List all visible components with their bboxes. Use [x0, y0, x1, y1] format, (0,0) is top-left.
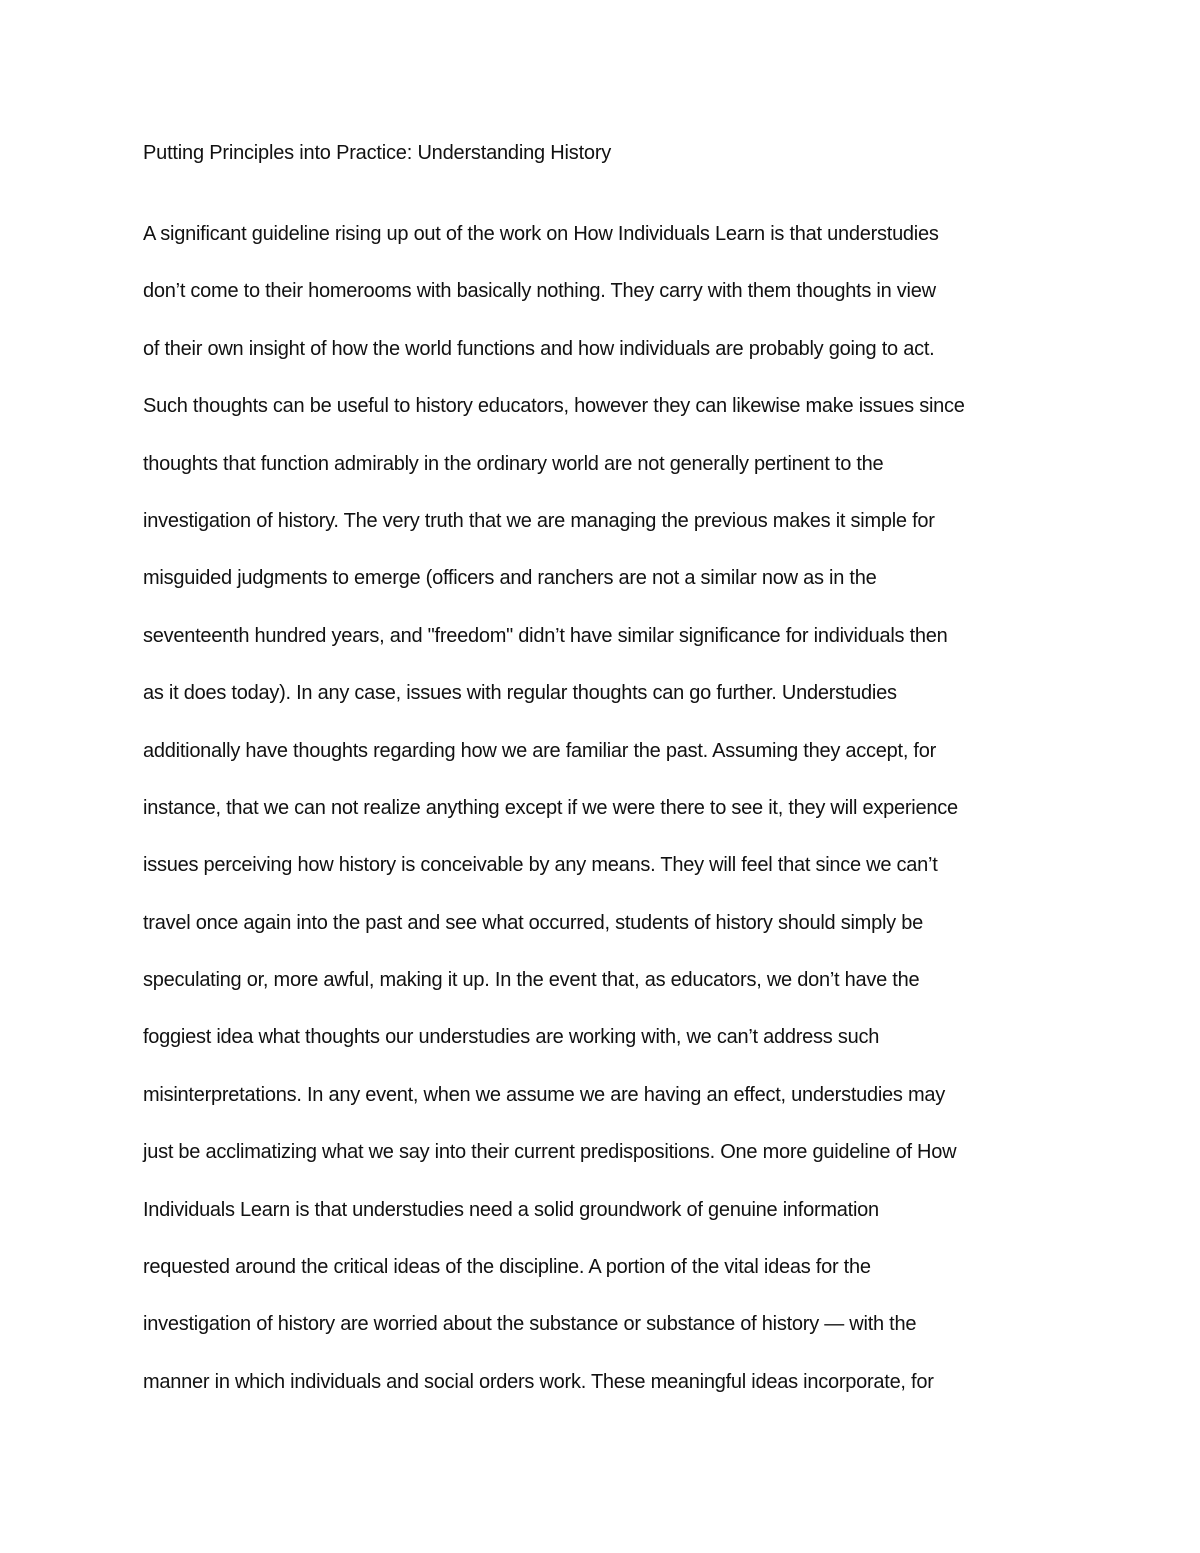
body-line: issues perceiving how history is conceivable by any means. They will feel that since we can’t — [143, 854, 938, 877]
body-line: just be acclimatizing what we say into their current predispositions. One more guideline of How — [143, 1141, 957, 1164]
body-line: misinterpretations. In any event, when we assume we are having an effect, understudies may — [143, 1083, 946, 1106]
body-line: manner in which individuals and social orders work. These meaningful ideas incorporate, for — [143, 1370, 934, 1393]
body-line: misguided judgments to emerge (officers and ranchers are not a similar now as in the — [143, 567, 877, 590]
body-line: requested around the critical ideas of the discipline. A portion of the vital ideas for the — [143, 1256, 871, 1279]
body-line: seventeenth hundred years, and "freedom" didn’t have similar significance for individuals then — [143, 624, 948, 647]
document-body — [143, 219, 1063, 1424]
body-line: don’t come to their homerooms with basically nothing. They carry with them thoughts in view — [143, 280, 936, 303]
body-line: speculating or, more awful, making it up. In the event that, as educators, we don’t have the — [143, 969, 920, 992]
body-line: of their own insight of how the world functions and how individuals are probably going to act. — [143, 337, 935, 360]
body-line: travel once again into the past and see what occurred, students of history should simply be — [143, 911, 923, 934]
body-line: investigation of history. The very truth that we are managing the previous makes it simple for — [143, 509, 935, 532]
body-line: foggiest idea what thoughts our understudies are working with, we can’t address such — [143, 1026, 880, 1049]
body-line: additionally have thoughts regarding how we are familiar the past. Assuming they accept, for — [143, 739, 937, 762]
body-line: as it does today). In any case, issues with regular thoughts can go further. Understudies — [143, 682, 897, 705]
body-line: Individuals Learn is that understudies need a solid groundwork of genuine information — [143, 1198, 879, 1221]
body-line: thoughts that function admirably in the ordinary world are not generally pertinent to the — [143, 452, 884, 475]
body-line: instance, that we can not realize anything except if we were there to see it, they will experience — [143, 796, 958, 819]
body-line: Such thoughts can be useful to history educators, however they can likewise make issues since — [143, 395, 965, 418]
body-line: A significant guideline rising up out of the work on How Individuals Learn is that understudies — [143, 223, 939, 245]
document-title: Putting Principles into Practice: Understanding History — [143, 142, 612, 164]
body-line: investigation of history are worried about the substance or substance of history — with the — [143, 1313, 917, 1336]
